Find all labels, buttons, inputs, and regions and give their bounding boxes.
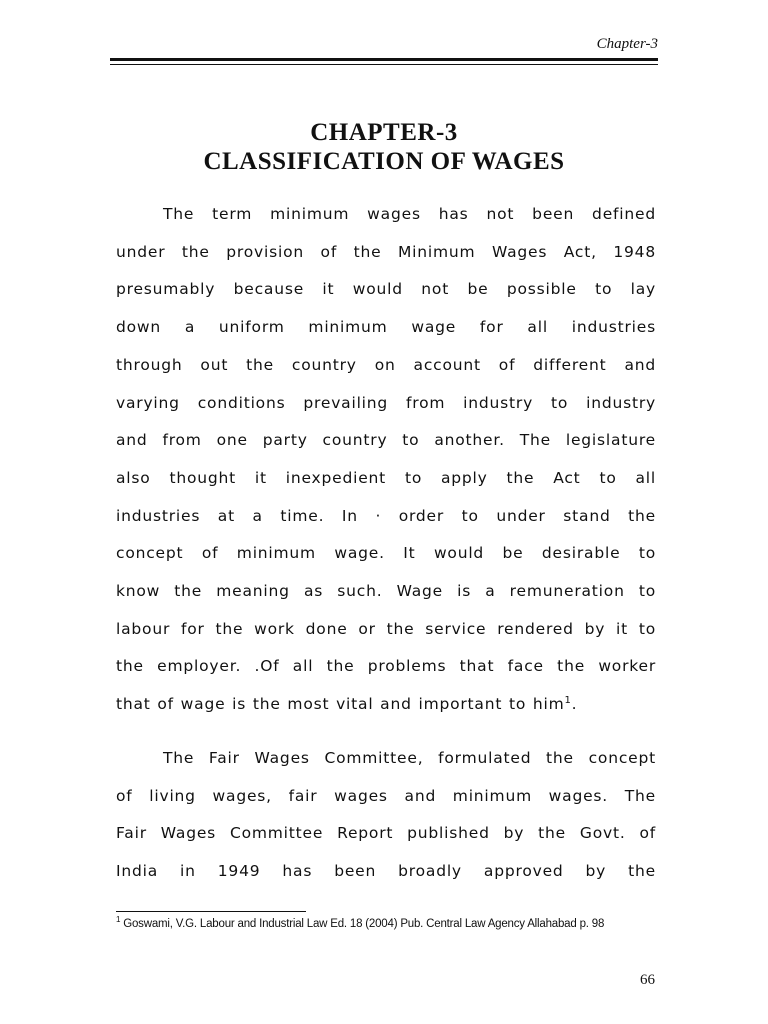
footnote-marker: 1 [116,915,121,925]
paragraph-line: The term minimum wages has not been defined [163,205,656,223]
paragraph-line: know the meaning as such. Wage is a remuneration to [116,582,656,601]
paragraph-line: presumably because it would not be possible to lay [116,280,656,299]
paragraph-line-text: that of wage is the most vital and important to him [116,695,565,714]
paragraph-line: Fair Wages Committee Report published by the Govt. of [116,824,656,843]
paragraph-2 [116,740,656,891]
sentence-end: . [571,695,578,714]
paragraph-line: concept of minimum wage. It would be desirable to [116,544,656,563]
chapter-title: CLASSIFICATION OF WAGES [203,148,565,175]
header-rule-thick [110,58,658,61]
paragraph-line: The Fair Wages Committee, formulated the concept [163,749,656,767]
paragraph-line: under the provision of the Minimum Wages Act, 1948 [116,242,656,261]
paragraph-line: labour for the work done or the service rendered by it to [116,619,656,638]
paragraph-line: industries at a time. In · order to under stand the [116,506,656,525]
footnote-reference[interactable]: 1 [564,694,572,706]
paragraph-line: down a uniform minimum wage for all industries [116,318,656,337]
paragraph-line: and from one party country to another. The legislature [116,431,656,450]
page-number: 66 [640,972,655,988]
paragraph-line: of living wages, fair wages and minimum wages. The [116,786,656,805]
chapter-number: CHAPTER-3 [310,119,458,146]
footnote-text: Goswami, V.G. Labour and Industrial Law Ed. 18 (2004) Pub. Central Law Agency Allahabad p. 98 [120,918,605,930]
footnote [116,915,676,930]
paragraph-line: India in 1949 has been broadly approved by the [116,862,656,881]
running-header: Chapter-3 [596,36,658,52]
paragraph-last-line [116,686,656,724]
paragraph-line: also thought it inexpedient to apply the Act to all [116,468,656,487]
paragraph-line: the employer. .Of all the problems that face the worker [116,657,656,676]
paragraph-line: through out the country on account of different and [116,355,656,374]
paragraph-line: varying conditions prevailing from industry to industry [116,393,656,412]
footnote-rule [116,911,306,912]
header-rule-thin [110,64,658,65]
chapter-heading [110,118,658,176]
paragraph-1 [116,196,656,724]
